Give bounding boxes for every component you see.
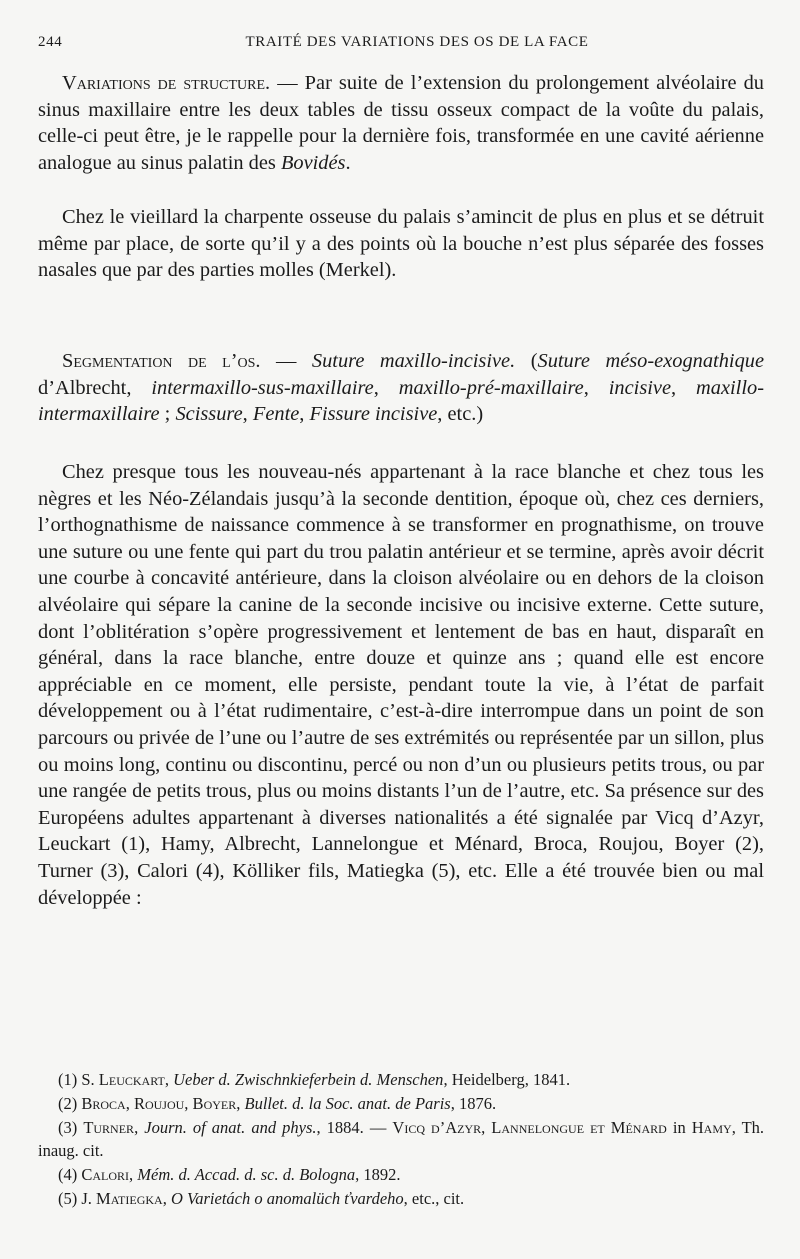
footnote-number: (5) — [58, 1188, 78, 1208]
text-run: ; — [159, 403, 176, 426]
paragraph-text: Par suite de l’extension du prolongement alvéolaire du sinus maxillaire entre les deux tables de tissu osseux compact de la voûte du palais, celle-ci peut être, je le rappelle pour la dernière fois, transformée en une cavité aérienne analogue au sinus palatin des — [38, 72, 765, 174]
italic-term: Suture méso-exognathique — [537, 350, 765, 372]
paragraph-variations-structure — [38, 70, 764, 176]
footnote-author: J. Matiegka — [81, 1188, 163, 1208]
footnote-author: S. Leuckart — [81, 1070, 165, 1089]
footnote-author: Calori — [81, 1165, 130, 1185]
italic-term: Scissure — [175, 403, 243, 426]
italic-term: Bovidés — [280, 151, 346, 174]
footnote-title: Journ. of anat. and phys. — [144, 1117, 317, 1137]
text-run: ( — [515, 350, 538, 372]
footnote-number: (1) — [58, 1070, 78, 1089]
footnote-number: (2) — [58, 1093, 78, 1113]
text-run: , — [299, 403, 310, 426]
text-run: , etc., cit. — [403, 1188, 465, 1208]
footnote-2 — [38, 1092, 764, 1116]
text-run: , — [236, 1093, 245, 1113]
footnote-5 — [38, 1187, 764, 1211]
footnote-author: Broca, Roujou, Boyer — [81, 1093, 237, 1113]
italic-term: Fissure incisive — [309, 403, 438, 426]
footnote-author: Vicq d’Azyr, Lannelongue et Ménard — [392, 1117, 667, 1137]
text-run: , — [373, 376, 399, 399]
text-run: d’Albrecht, — [38, 376, 152, 399]
text-run: , Th. inaug. cit. — [38, 1117, 765, 1161]
text-run: , — [583, 376, 609, 399]
footnote-author: Hamy — [691, 1117, 732, 1137]
text-run: , Heidelberg, 1841. — [443, 1070, 571, 1089]
text-run: , 1884. — — [316, 1117, 393, 1137]
paragraph-segmentation — [38, 348, 764, 428]
footnote-author: Turner — [83, 1117, 135, 1137]
italic-term: Fente — [252, 403, 300, 426]
italic-term: maxillo-pré-maxillaire — [398, 376, 584, 399]
text-run: , — [671, 376, 697, 399]
footnote-title: Bullet. d. la Soc. anat. de Paris — [244, 1093, 451, 1113]
heading-dash: — — [270, 72, 305, 94]
text-run: , — [164, 1070, 174, 1089]
footnote-title: O Varietách o anomalüch ťvardeho — [170, 1188, 404, 1208]
text-run: , 1892. — [355, 1165, 401, 1185]
section-heading-variations: Variations de structure. — [62, 72, 271, 94]
paragraph-suture-description: Chez presque tous les nouveau-nés appartenant à la race blanche et chez tous les nègres et les Néo-Zélandais jusqu’à la seconde dentition, époque où, chez ces derniers, l’orthognathisme de naissance commence à se transformer en prognathisme, on trouve une suture ou une fente qui part du trou palatin antérieur et se termine, après avoir décrit une courbe à concavité antérieure, dans la cloison alvéolaire ou en dehors de la cloison alvéolaire qui sépare la canine de la seconde incisive ou incisive externe. Cette suture, dont l’oblitération s’opère progressivement et lentement de bas en haut, disparaît en général, dans la race blanche, entre douze et quinze ans ; quand elle est encore appréciable en ce moment, elle persiste, pendant toute la vie, à l’état de parfait développement ou à l’état rudimentaire, c’est-à-dire interrompue dans un point de son parcours ou privée de l’une ou l’autre de ses extrémités ou représentée par un sillon, plus ou moins long, continu ou discontinu, percé ou non d’un ou plusieurs petits trous, ou par une rangée de petits trous, plus ou moins distants l’un de l’autre, etc. Sa présence sur des Européens adultes appartenant à diverses nationalités a été signalée par Vicq d’Azyr, Leuckart (1), Hamy, Albrecht, Lannelongue et Ménard, Broca, Roujou, Boyer (2), Turner (3), Calori (4), Kölliker fils, Matiegka (5), etc. Elle a été trouvée bien ou mal développée : — [38, 461, 764, 909]
footnote-number: (4) — [58, 1165, 78, 1185]
page-number: 244 — [38, 34, 63, 50]
running-title: TRAITÉ DES VARIATIONS DES OS DE LA FACE — [245, 34, 589, 50]
text-run: , etc.) — [437, 403, 484, 426]
section-heading-segmentation: Segmentation de l’os. — [62, 350, 261, 372]
italic-term: intermaxillo-sus-maxillaire — [151, 376, 374, 399]
footnote-title: Ueber d. Zwischnkieferbein d. Menschen — [173, 1070, 444, 1089]
italic-term: maxillo-intermaxillaire — [38, 376, 764, 426]
text-run: , — [242, 403, 253, 426]
italic-term: incisive — [608, 376, 672, 399]
paragraph-text: . — [345, 151, 351, 174]
text-run: , — [134, 1117, 145, 1137]
footnote-number: (3) — [58, 1117, 78, 1137]
heading-dash: — — [260, 350, 312, 372]
footnote-3 — [38, 1116, 764, 1164]
text-run: , — [129, 1165, 138, 1185]
footnote-1 — [38, 1068, 764, 1092]
footnote-title: Mém. d. Accad. d. sc. d. Bologna — [137, 1165, 356, 1185]
text-run: in — [666, 1117, 692, 1137]
page-header — [38, 34, 766, 56]
paragraph-vieillard: Chez le vieillard la charpente osseuse du palais s’amincit de plus en plus et se détruit même par place, de sorte qu’il y a des points où la bouche n’est plus séparée des fosses nasales que par des parties molles (Merkel). — [38, 206, 764, 282]
text-run: , 1876. — [450, 1093, 497, 1113]
footnote-4 — [38, 1163, 764, 1187]
text-run: , — [162, 1188, 171, 1208]
italic-term: Suture maxillo-incisive. — [311, 350, 516, 372]
footnotes — [38, 1068, 764, 1211]
